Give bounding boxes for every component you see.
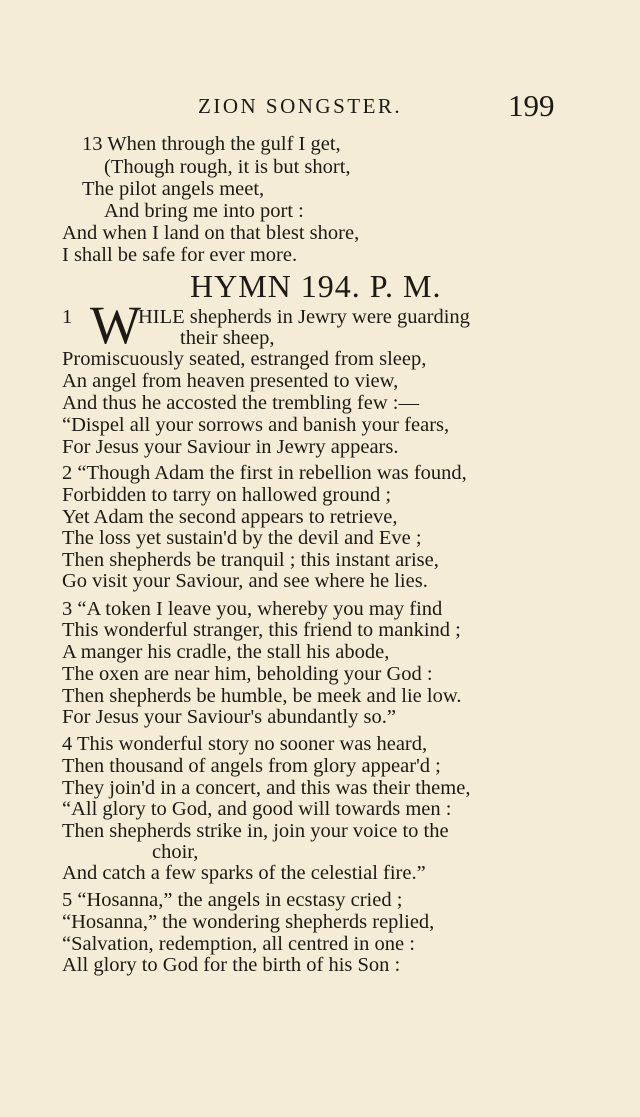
stanza-13-line-6: I shall be safe for ever more. (62, 244, 298, 266)
verse-4-line-1: 4 This wonderful story no sooner was heard, (62, 733, 428, 755)
verse-4-line-5-cont: choir, (152, 841, 199, 863)
verse-3-line-5: Then shepherds be humble, be meek and lie low. (62, 685, 462, 707)
verse-3-line-3: A manger his cradle, the stall his abode, (62, 641, 390, 663)
verse-1-line-6: For Jesus your Saviour in Jewry appears. (62, 436, 399, 458)
stanza-13-line-1: 13 When through the gulf I get, (82, 133, 341, 155)
verse-1-number: 1 (62, 306, 73, 328)
verse-2-line-4: The loss yet sustain'd by the devil and Eve ; (62, 527, 422, 549)
verse-4-line-6: And catch a few sparks of the celestial fire.” (62, 862, 426, 884)
hymn-title: HYMN 194. P. M. (190, 268, 442, 304)
stanza-13-line-3: The pilot angels meet, (82, 178, 265, 200)
stanza-13-line-4: And bring me into port : (104, 200, 304, 222)
verse-1-line-1-cont: their sheep, (180, 327, 275, 349)
verse-4-line-4: “All glory to God, and good will towards men : (62, 798, 452, 820)
verse-3-line-6: For Jesus your Saviour's abundantly so.” (62, 706, 396, 728)
verse-4-line-5: Then shepherds strike in, join your voice to the (62, 820, 449, 842)
drop-cap: W (90, 295, 141, 355)
verse-2-line-1: 2 “Though Adam the first in rebellion was found, (62, 462, 467, 484)
verse-1-line-2: Promiscuously seated, estranged from sleep, (62, 348, 427, 370)
stanza-13-line-5: And when I land on that blest shore, (62, 222, 360, 244)
verse-5-line-3: “Salvation, redemption, all centred in one : (62, 933, 415, 955)
verse-4-line-2: Then thousand of angels from glory appear'd ; (62, 755, 441, 777)
page-number: 199 (508, 88, 555, 123)
verse-3-line-2: This wonderful stranger, this friend to mankind ; (62, 619, 461, 641)
stanza-13-line-2: (Though rough, it is but short, (104, 156, 351, 178)
verse-5-line-1: 5 “Hosanna,” the angels in ecstasy cried ; (62, 889, 403, 911)
verse-3-line-4: The oxen are near him, beholding your God : (62, 663, 433, 685)
verse-1-line-4: And thus he accosted the trembling few :— (62, 392, 419, 414)
running-title: ZION SONGSTER. (198, 94, 403, 118)
verse-3-line-1: 3 “A token I leave you, whereby you may find (62, 598, 443, 620)
verse-1-line-5: “Dispel all your sorrows and banish your fears, (62, 414, 450, 436)
verse-2-line-5: Then shepherds be tranquil ; this instant arise, (62, 549, 439, 571)
running-head (0, 88, 640, 128)
verse-4-line-3: They join'd in a concert, and this was their theme, (62, 777, 471, 799)
verse-2-line-6: Go visit your Saviour, and see where he lies. (62, 570, 428, 592)
verse-1-line-3: An angel from heaven presented to view, (62, 370, 399, 392)
verse-2-line-3: Yet Adam the second appears to retrieve, (62, 506, 398, 528)
verse-2-line-2: Forbidden to tarry on hallowed ground ; (62, 484, 392, 506)
verse-5-line-2: “Hosanna,” the wondering shepherds replied, (62, 911, 435, 933)
verse-5-line-4: All glory to God for the birth of his Son : (62, 954, 401, 976)
verse-1-line-1: HILE shepherds in Jewry were guarding (138, 306, 470, 328)
